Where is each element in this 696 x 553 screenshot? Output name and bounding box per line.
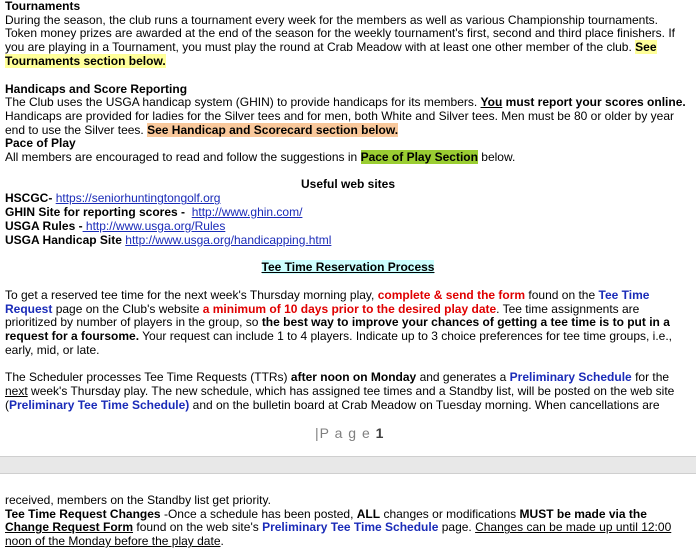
tournaments-heading: Tournaments — [5, 0, 81, 13]
website-link-hscgc[interactable]: https://seniorhuntingtongolf.org — [55, 191, 221, 206]
tee-time-heading: Tee Time Reservation Process — [261, 260, 435, 275]
pace-heading: Pace of Play — [5, 136, 76, 151]
page-break — [0, 457, 696, 474]
pace-paragraph: All members are encouraged to read and follow the suggestions in Pace of Play Section below. — [5, 150, 516, 165]
website-link-usga-handicap[interactable]: http://www.usga.org/handicapping.html — [125, 232, 332, 247]
page-2-content — [5, 494, 691, 549]
tee-time-paragraph-2: The Scheduler processes Tee Time Requests (TTRs) after noon on Monday and generates a Preliminary Schedule for the next week's Thursday play. The new schedule, which has assigned tee times and a Standby list, will be posted on the web site (Preliminary Tee Time Schedule) and on the bulletin board at Crab Meadow on Tuesday morning. When cancellations are — [5, 370, 675, 412]
handicaps-paragraph: The Club uses the USGA handicap system (GHIN) to provide handicaps for its members. You must report your scores online. Handicaps are provided for ladies for the Silver tees and for men, both White and Silver tees. Men must be 80 or older by year end to use the Silver tees. See Handicap and Scorecard section below. — [5, 95, 686, 137]
continued-text: received, members on the Standby list get priority. — [5, 493, 271, 507]
pace-section-link: Pace of Play Section — [360, 150, 478, 165]
website-row: USGA Rules - http://www.usga.org/Rules — [5, 218, 226, 233]
handicap-section-link: See Handicap and Scorecard section below. — [147, 122, 399, 137]
website-link-usga-rules[interactable]: http://www.usga.org/Rules — [82, 218, 226, 233]
tee-time-paragraph-1: To get a reserved tee time for the next week's Thursday morning play, complete & send the form found on the Tee Time Request page on the Club's website a minimum of 10 days prior to the desired play date. Tee time assignments are prioritized by number of players in the group, so the best way to improve your chances of getting a tee time is to put in a request for a foursome. Your request can include 1 to 4 players. Indicate up to 3 choice preferences for tee time groups, i.e., early, mid, or late. — [5, 287, 673, 357]
website-row: USGA Handicap Site http://www.usga.org/handicapping.html — [5, 232, 332, 247]
changes-paragraph: Tee Time Request Changes -Once a schedule has been posted, ALL changes or modifications MUST be made via the Change Request Form found on the web site's Preliminary Tee Time Schedule page. Changes can be made up until 12:00 noon of the Monday before the play date. — [5, 506, 672, 549]
change-request-form-link: Change Request Form — [5, 520, 134, 535]
page-footer — [0, 418, 696, 457]
tournaments-section-link: See Tournaments section below. — [5, 40, 657, 68]
website-row: GHIN Site for reporting scores - http://www.ghin.com/ — [5, 205, 303, 220]
page-1-content — [5, 0, 691, 413]
website-row: HSCGC- https://seniorhuntingtongolf.org — [5, 191, 221, 206]
websites-heading: Useful web sites — [300, 176, 396, 191]
page-number: |P a g e 1 — [315, 425, 385, 441]
tournaments-paragraph: During the season, the club runs a tournament every week for the members as well as various Championship tournaments. Token money prizes are awarded at the end of the season for the weekly tournament's first, second and third place finishers. If you are playing in a Tournament, you must play the round at Crab Meadow with at least one other member of the club. See Tournaments section below. — [5, 12, 675, 68]
handicaps-heading: Handicaps and Score Reporting — [5, 81, 188, 96]
website-link-ghin[interactable]: http://www.ghin.com/ — [191, 205, 303, 220]
